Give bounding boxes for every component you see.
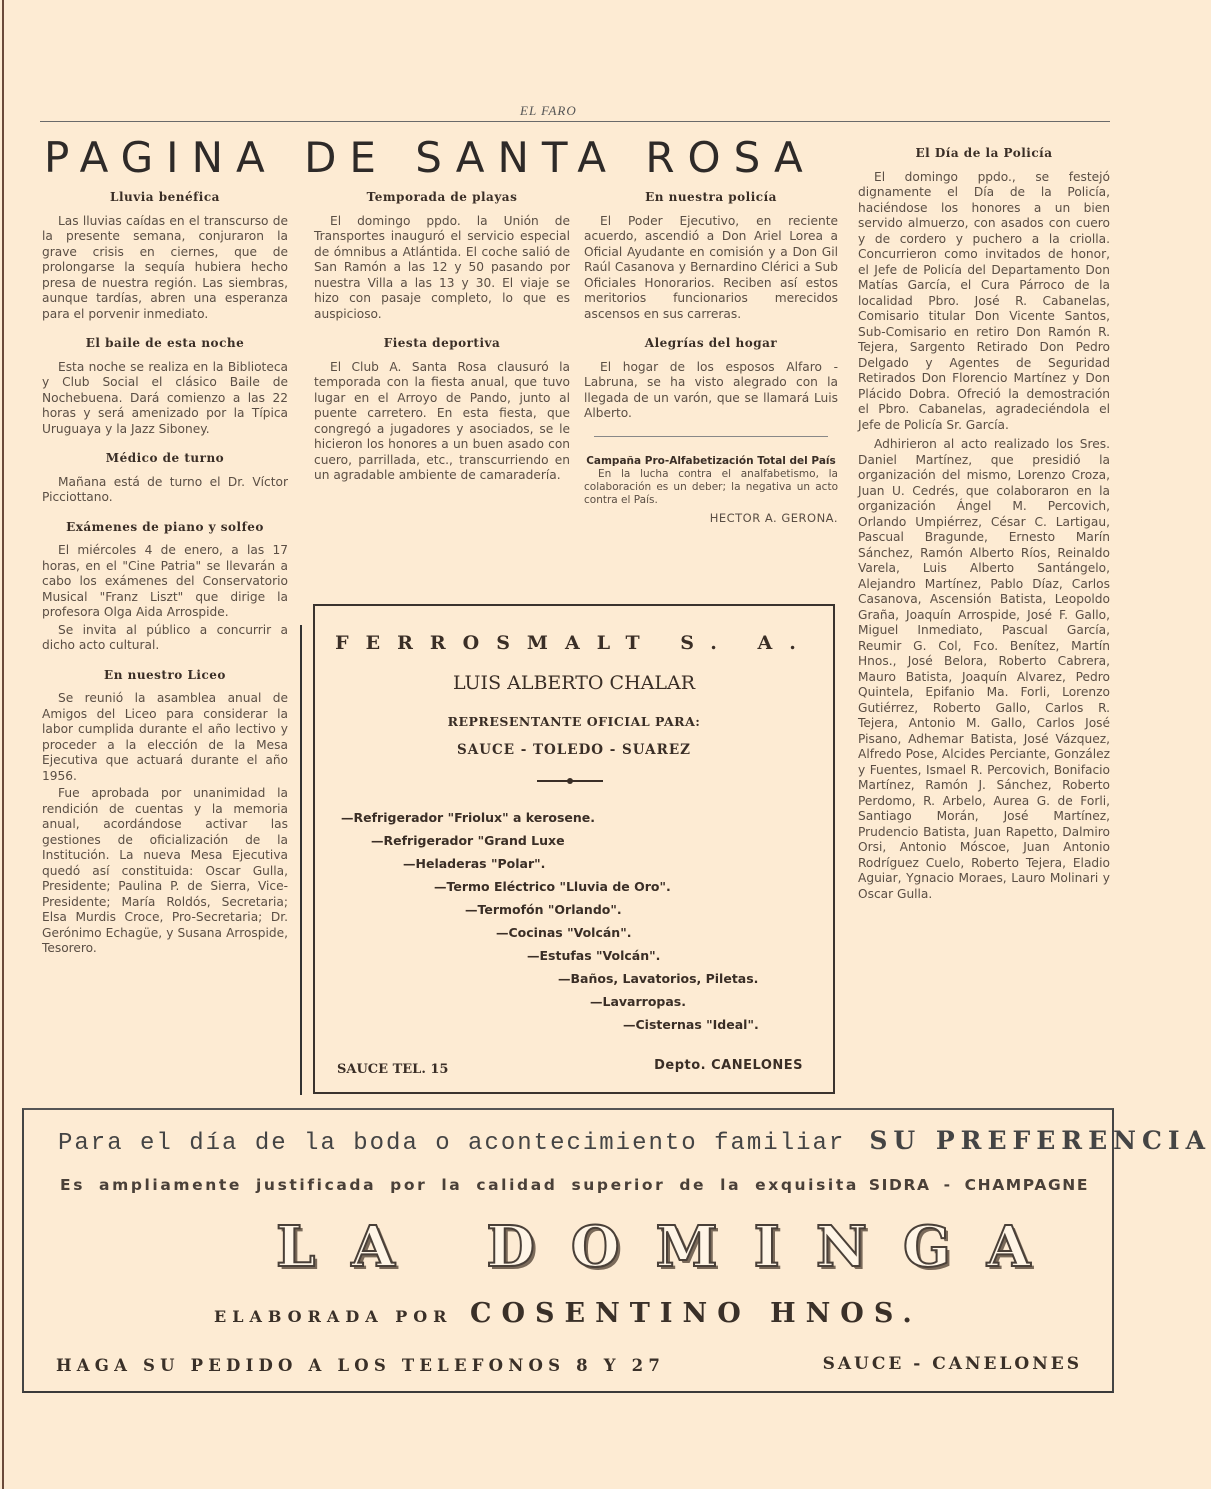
article-title: En nuestra policía [645, 190, 777, 204]
ad-brand: FERROSMALT S. A. [335, 632, 813, 654]
page-masthead: PAGINA DE SANTA ROSA [44, 133, 816, 182]
article-body: El Club A. Santa Rosa clausuró la temporada con la fiesta anual, que tuvo lugar en el Arroyo de Pando, junto al puente carretero. En esta fiesta, que congregó a jugadores y asociados, se le hicieron los honores a un buen asado con cuero, parrillada, etc., transcurriendo en un agradable ambiente de camaradería. [314, 359, 570, 482]
article-signature: HECTOR A. GERONA. [709, 510, 838, 525]
article-body: Las lluvias caídas en el transcurso de la presente semana, conjuraron la grave crisis en ciernes, que de prolongarse la sequía hubiera hecho presa de nuestra región. Las siembras, aunque tardías, abren una esperanza para el porvenir inmediato. [42, 213, 288, 321]
ad-product: —Baños, Lavatorios, Piletas. [558, 971, 759, 986]
ad-product: —Cocinas "Volcán". [496, 925, 632, 940]
article-body: Adhirieron al acto realizado los Sres. Daniel Martínez, que presidió la organización del mismo, Lorenzo Croza, Juan U. Cedrés, que colaboraron en la organización Ángel M. Percovich, Orlando Umpiérrez, César C. Lartigau, Pascual Bragunde, Ernesto Marín Sánchez, Ramón Alberto Ríos, Reinaldo Varela, Luis Alberto Santángelo, Alejandro Martínez, Pablo Díaz, Carlos Casanova, Ascensión Batista, Leopoldo Graña, Joaquín Arrospide, José F. Gallo, Miguel Inmediato, Pascual García, Reumir G. Col, Fco. Benítez, Martín Hnos., José Belora, Roberto Cabrera, Mauro Batista, Joaquín Alvarez, Pedro Quintela, Epifanio Ma. Forli, Lorenzo Gutiérrez, Roberto Gallo, Carlos R. Tejera, Antonio M. Gallo, Carlos José Pisano, Adhemar Batista, José Vázquez, Alfredo Pose, Alcides Perciante, González y Fuentes, Ismael R. Percovich, Bonifacio Martínez, Ramón J. Sánchez, Roberto Perdomo, R. Arbelo, Aurea G. de Forli, Santiago Morán, José Martínez, Prudencio Batista, Juan Rapetto, Dalmiro Orsi, Antonio Móscoe, Juan Antonio Rodríguez Cuelo, Roberto Tejera, Eladio Aguiar, Ygnacio Moraes, Lauro Molinari y Oscar Gulla. [858, 437, 1110, 901]
ad-product: —Termofón "Orlando". [465, 902, 622, 917]
ad-product-name: SIDRA - CHAMPAGNE [868, 1176, 1090, 1194]
ad-product: —Termo Eléctrico "Lluvia de Oro". [434, 879, 671, 894]
ad-phone: SAUCE TEL. 15 [337, 1062, 449, 1077]
ad-subline [60, 1176, 1089, 1194]
article-title: Fiesta deportiva [383, 336, 501, 350]
page-edge [2, 0, 4, 1489]
ad-towns: SAUCE - TOLEDO - SUAREZ [456, 742, 692, 758]
article-playas [314, 190, 570, 322]
article-body: El hogar de los esposos Alfaro - Labruna, se ha visto alegrado con la llegada de un varón, que se llamará Luis Alberto. [584, 359, 838, 420]
article-liceo [42, 668, 288, 957]
article-body: Mañana está de turno el Dr. Víctor Picciottano. [42, 474, 288, 504]
article-baile [42, 336, 288, 437]
article-title: El Día de la Policía [915, 146, 1053, 160]
column-center-left [314, 190, 570, 498]
ad-owner: LUIS ALBERTO CHALAR [452, 672, 696, 694]
article-title: El baile de esta noche [85, 336, 245, 350]
article-body: El miércoles 4 de enero, a las 17 horas, en el "Cine Patria" se llevarán a cabo los exámenes del Conservatorio Musical "Franz Liszt" que dirige la profesora Olga Aida Arrospide. [42, 543, 288, 619]
column-center-right [584, 190, 838, 526]
ad-representative-label: REPRESENTANTE OFICIAL PARA: [447, 714, 701, 729]
article-medico [42, 451, 288, 506]
running-head: EL FARO [520, 103, 577, 118]
ad-product: —Estufas "Volcán". [527, 948, 661, 963]
ad-maker: COSENTINO HNOS. [470, 1298, 922, 1329]
ad-headline-emphasis: SU PREFERENCIA [869, 1126, 1211, 1155]
ad-product: —Lavarropas. [590, 994, 686, 1009]
ad-product: —Cisternas "Ideal". [623, 1017, 759, 1032]
ornament-divider-icon [537, 780, 603, 782]
article-examenes [42, 520, 288, 654]
ad-department: Depto. CANELONES [654, 1058, 803, 1073]
article-title: Lluvia benéfica [110, 190, 220, 204]
column-divider [300, 625, 302, 1095]
article-body: El domingo ppdo., se festejó dignamente el Día de la Policía, haciéndose los honores a un bien servido almuerzo, con asados con cuero y de cordero y puchero a la criolla. Concurrieron como invitados de honor, el Jefe de Policía del Departamento Don Matías García, el Cura Párroco de la localidad Pbro. José R. Cabanelas, Comisario titular Don Vicente Santos, Sub-Comisario en retiro Don Ramón R. Tejera, Sargento Retirado Don Pedro Delgado y Agentes de Seguridad Retirados Don Florencio Martínez y Don Plácido Dobra. Ofreció la demostración el Pbro. Cabanelas, agradeciéndola el Jefe de Policía Sr. García. [858, 169, 1110, 432]
article-title: Alegrías del hogar [644, 336, 778, 350]
ad-location: SAUCE - CANELONES [822, 1354, 1082, 1374]
article-hogar [584, 336, 838, 422]
article-lluvia [42, 190, 288, 322]
ad-product: —Heladeras "Polar". [403, 856, 546, 871]
article-title: Temporada de playas [366, 190, 518, 204]
column-right [858, 146, 1110, 916]
article-body: Fue aprobada por unanimidad la rendición de cuentas y la memoria anual, acordándose activar las gestiones de oficialización de la Institución. La nueva Mesa Ejecutiva quedó así constituida: Oscar Gulla, Presidente; Paulina P. de Sierra, Vice-Presidente; María Roldós, Secretaria; Elsa Murdis Croce, Pro-Secretaria; Dr. Gerónimo Echagüe, y Susana Arrospide, Tesorero. [42, 786, 288, 955]
article-body: El Poder Ejecutivo, en reciente acuerdo, ascendió a Don Ariel Lorea a Oficial Ayudante en comisión y a Don Gil Raúl Casanova y Bernardino Clérici a Sub Oficiales Honorarios. Reciben así estos meritorios funcionarios merecidos ascensos en sus carreras. [584, 213, 838, 321]
article-policia [584, 190, 838, 322]
article-body: En la lucha contra el analfabetismo, la colaboración es un deber; la negativa un acto contra el País. [584, 467, 838, 506]
article-campana [584, 455, 838, 527]
ad-maker-line [214, 1298, 922, 1329]
article-fiesta [314, 336, 570, 484]
article-title: Exámenes de piano y solfeo [66, 519, 264, 534]
article-body: Se invita al público a concurrir a dicho acto cultural. [42, 622, 288, 652]
section-divider [594, 436, 828, 437]
ad-la-dominga [22, 1108, 1211, 1393]
ad-order-line: HAGA SU PEDIDO A LOS TELEFONOS 8 Y 27 [56, 1356, 666, 1375]
column-left [42, 190, 288, 971]
article-body: Esta noche se realiza en la Biblioteca y Club Social el clásico Baile de Nochebuena. Dará comienzo a las 22 horas y será amenizado por la Típica Uruguaya y la Jazz Siboney. [42, 359, 288, 436]
article-title: Campaña Pro-Alfabetización Total del País [586, 454, 836, 467]
header-rule [40, 121, 1110, 122]
article-title: En nuestro Liceo [104, 667, 226, 682]
ad-headline [58, 1126, 1211, 1157]
ad-subline-text: Es ampliamente justificada por la calidad superior de la exquisita [60, 1176, 859, 1194]
ad-ferrosmalt [313, 604, 835, 1094]
article-body: El domingo ppdo. la Unión de Transportes inauguró el servicio especial de ómnibus a Atlántida. El coche salió de San Ramón a las 12 y 50 pasando por nuestra Villa a las 13 y 30. El viaje se hizo con pasaje completo, lo que es auspicioso. [314, 213, 570, 321]
ad-product: —Refrigerador "Friolux" a kerosene. [341, 810, 596, 825]
ad-product: —Refrigerador "Grand Luxe [371, 833, 565, 848]
ad-made-by: ELABORADA POR [214, 1307, 453, 1326]
article-dia-policia [858, 146, 1110, 902]
article-title: Médico de turno [105, 451, 225, 465]
ad-headline-text: Para el día de la boda o acontecimiento familiar [58, 1130, 846, 1157]
article-body: Se reunió la asamblea anual de Amigos del Liceo para considerar la labor cumplida durante el año lectivo y proceder a la elección de la Mesa Ejecutiva que actuará durante el año 1956. [42, 691, 288, 783]
ad-logo: LA DOMINGA [276, 1214, 1067, 1280]
